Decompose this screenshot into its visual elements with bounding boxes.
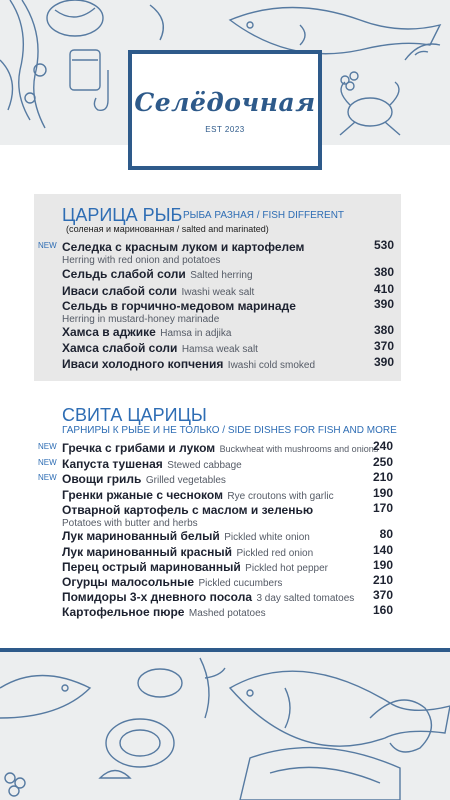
item-name-ru: Лук маринованный красный — [62, 545, 233, 559]
menu-item — [62, 355, 315, 373]
item-price: 250 — [372, 455, 393, 469]
new-badge: NEW — [38, 458, 57, 467]
item-price: 240 — [372, 439, 393, 453]
item-name-ru: Отварной картофель с маслом и зеленью — [62, 503, 314, 517]
item-price: 390 — [373, 297, 394, 311]
item-name-en: Iwashi cold smoked — [227, 360, 316, 371]
item-name-en: Potatoes with butter and herbs — [62, 518, 198, 529]
logo-est: EST 2023 — [205, 125, 245, 134]
item-name-ru: Помидоры 3-х дневного посола — [62, 590, 253, 604]
item-name-ru: Хамса слабой соли — [62, 341, 178, 355]
logo-card — [128, 50, 322, 170]
menu-item — [62, 501, 313, 529]
item-price: 160 — [372, 603, 393, 617]
item-price: 370 — [373, 339, 394, 353]
item-name-ru: Иваси слабой соли — [62, 284, 178, 298]
item-price: 170 — [372, 501, 393, 515]
seafood-sketch-illustration — [0, 648, 450, 800]
item-name-en: Pickled cucumbers — [198, 578, 283, 589]
item-name-ru: Овощи гриль — [62, 472, 142, 486]
item-price: 380 — [373, 323, 394, 337]
item-name-ru: Картофельное пюре — [62, 605, 185, 619]
item-price: 410 — [373, 282, 394, 296]
item-name-en: Stewed cabbage — [167, 460, 242, 471]
logo-name: Селёдочная — [134, 88, 316, 117]
menu-item — [62, 265, 253, 283]
item-name-en: Iwashi weak salt — [181, 287, 255, 298]
section1-subtitle: РЫБА РАЗНАЯ / FISH DIFFERENT — [183, 210, 345, 221]
item-name-en: Mashed potatoes — [188, 608, 266, 619]
item-price: 140 — [372, 543, 393, 557]
new-badge: NEW — [38, 442, 57, 451]
item-name-en: Buckwheat with mushrooms and onions — [219, 444, 379, 454]
item-name-ru: Огурцы малосольные — [62, 575, 195, 589]
item-price: 190 — [372, 486, 393, 500]
item-name-ru: Лук маринованный белый — [62, 529, 220, 543]
item-name-ru: Гренки ржаные с чесноком — [62, 488, 223, 502]
footer-illustration-band — [0, 648, 450, 800]
section1-title: ЦАРИЦА РЫБ — [62, 205, 183, 225]
item-name-ru: Сельдь в горчично-медовом маринаде — [62, 299, 296, 313]
item-name-ru: Хамса в аджике — [62, 325, 156, 339]
item-price: 390 — [373, 355, 394, 369]
item-price: 210 — [372, 573, 393, 587]
item-name-ru: Гречка с грибами и луком — [62, 441, 216, 455]
new-badge: NEW — [38, 473, 57, 482]
item-price: 380 — [373, 265, 394, 279]
item-name-ru: Перец острый маринованный — [62, 560, 241, 574]
new-badge: NEW — [38, 241, 57, 250]
item-name-en: Rye croutons with garlic — [227, 491, 334, 502]
menu-item — [62, 297, 296, 325]
item-price: 370 — [372, 588, 393, 602]
menu-item — [62, 238, 304, 266]
item-price: 530 — [373, 238, 394, 252]
item-price: 190 — [372, 558, 393, 572]
item-name-en: Salted herring — [190, 270, 253, 281]
item-name-en: Herring in mustard-honey marinade — [62, 314, 220, 325]
item-name-en: Hamsa weak salt — [181, 344, 258, 355]
item-price: 80 — [379, 527, 393, 541]
section2-subtitle: ГАРНИРЫ К РЫБЕ И НЕ ТОЛЬКО / SIDE DISHES FOR FISH AND MORE — [62, 425, 397, 436]
item-price: 210 — [372, 470, 393, 484]
item-name-en: Hamsa in adjika — [160, 328, 232, 339]
item-name-en: Pickled white onion — [224, 532, 310, 543]
menu-item — [62, 603, 266, 621]
section1-note: (соленая и маринованная / salted and marinated) — [66, 224, 269, 234]
section2-title: СВИТА ЦАРИЦЫ — [62, 405, 207, 425]
item-name-en: Pickled hot pepper — [245, 563, 329, 574]
item-name-ru: Капуста тушеная — [62, 457, 163, 471]
item-name-en: Grilled vegetables — [145, 475, 226, 486]
item-name-en: 3 day salted tomatoes — [256, 593, 355, 604]
item-name-en: Pickled red onion — [236, 548, 314, 559]
item-name-ru: Селедка с красным луком и картофелем — [62, 240, 305, 254]
item-name-en: Herring with red onion and potatoes — [62, 255, 221, 266]
item-name-ru: Иваси холодного копчения — [62, 357, 224, 371]
item-name-ru: Сельдь слабой соли — [62, 267, 186, 281]
